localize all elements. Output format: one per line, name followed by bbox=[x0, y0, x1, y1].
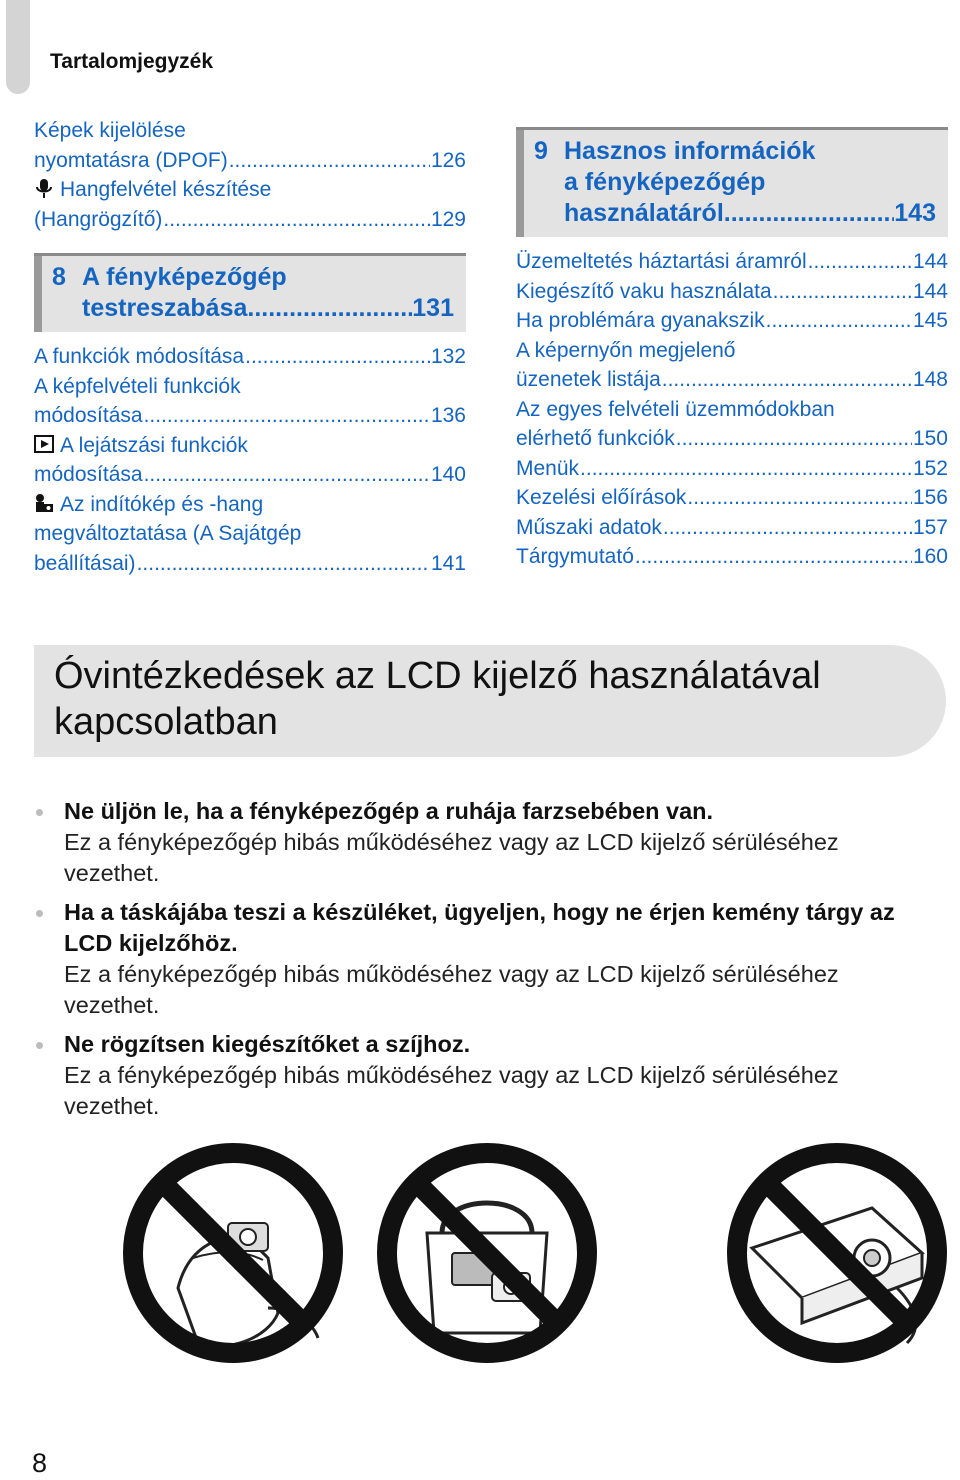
toc-entry-line bbox=[516, 424, 948, 454]
warning-title: Óvintézkedések az LCD kijelző használatával kapcsolatban bbox=[54, 655, 821, 743]
warning-section-header bbox=[34, 645, 946, 757]
dot-leader bbox=[773, 277, 912, 307]
toc-entry-text: Hangfelvétel készítése bbox=[60, 178, 272, 201]
toc-entry-text: Menük bbox=[516, 456, 580, 480]
toc-entry-line bbox=[34, 205, 466, 235]
bullet-dot-icon bbox=[36, 910, 43, 917]
dot-leader bbox=[580, 454, 912, 484]
warning-bullet-text: Ez a fényképezőgép hibás működéséhez vagy az LCD kijelző sérüléséhez vezethet. bbox=[64, 1062, 839, 1119]
warning-bullet-heading: Ne üljön le, ha a fényképezőgép a ruhája farzsebében van. bbox=[64, 798, 714, 824]
toc-entry[interactable] bbox=[516, 395, 948, 454]
my-camera-icon bbox=[34, 490, 60, 520]
dot-leader bbox=[144, 460, 430, 490]
page-number: 8 bbox=[32, 1448, 48, 1478]
page-header-title: Tartalomjegyzék bbox=[50, 50, 214, 73]
toc-page-number: 152 bbox=[912, 456, 948, 480]
dot-leader bbox=[635, 542, 912, 572]
dot-leader bbox=[808, 247, 912, 277]
toc-entry[interactable] bbox=[516, 542, 948, 572]
toc-entry-text: Műszaki adatok bbox=[516, 515, 662, 539]
toc-entry-line bbox=[34, 146, 466, 176]
no-bag-icon bbox=[372, 1138, 602, 1368]
toc-entry-line bbox=[34, 519, 466, 549]
toc-entry-text: módosítása bbox=[34, 404, 143, 427]
toc-entry-line bbox=[516, 395, 948, 425]
toc-entry-text: Kiegészítő vaku használata bbox=[516, 279, 772, 303]
dot-leader bbox=[229, 146, 430, 176]
toc-entry-text: Üzemeltetés háztartási áramról bbox=[516, 250, 807, 273]
toc-entry[interactable] bbox=[34, 372, 466, 431]
toc-entry-line bbox=[34, 401, 466, 431]
toc-entry-line bbox=[34, 490, 466, 520]
toc-right-column bbox=[516, 130, 948, 572]
toc-page-number: 140 bbox=[430, 463, 466, 486]
toc-entry-line bbox=[34, 175, 466, 205]
dot-leader bbox=[245, 342, 430, 372]
toc-page-number: 132 bbox=[430, 345, 466, 368]
toc-entry-text: A képernyőn megjelenő bbox=[516, 338, 736, 362]
toc-entry-line bbox=[516, 542, 948, 572]
toc-entry[interactable] bbox=[516, 513, 948, 543]
toc-entry[interactable] bbox=[516, 306, 948, 336]
toc-entry[interactable] bbox=[516, 247, 948, 277]
playback-icon bbox=[34, 431, 60, 461]
dot-leader bbox=[766, 306, 912, 336]
toc-entry-text: (Hangrögzítő) bbox=[34, 207, 163, 231]
toc-entry[interactable] bbox=[34, 116, 466, 175]
toc-entry-text: beállításai) bbox=[34, 551, 136, 575]
toc-entry-text: Tárgymutató bbox=[516, 545, 634, 568]
no-strap-accessory-icon bbox=[722, 1138, 952, 1368]
dot-leader bbox=[163, 205, 430, 235]
dot-leader bbox=[676, 424, 912, 454]
bullet-dot-icon bbox=[36, 1042, 43, 1049]
warning-bullet-heading: Ha a táskájába teszi a készüléket, ügyeljen, hogy ne érjen kemény tárgy az LCD kijelzőhöz. bbox=[64, 899, 895, 956]
toc-entry[interactable] bbox=[34, 490, 466, 579]
toc-page-number: 129 bbox=[430, 207, 466, 231]
toc-page-number: 136 bbox=[430, 404, 466, 427]
toc-entry-line bbox=[516, 513, 948, 543]
warning-bullet bbox=[34, 796, 914, 889]
microphone-icon bbox=[34, 175, 60, 205]
toc-entry-line bbox=[516, 247, 948, 277]
toc-entry-text: Ha problémára gyanakszik bbox=[516, 309, 765, 332]
toc-entry-text: Az indítókép és -hang bbox=[60, 492, 264, 516]
toc-page-number: 145 bbox=[912, 309, 948, 332]
toc-entry-line bbox=[516, 365, 948, 395]
toc-entry-line bbox=[34, 460, 466, 490]
toc-entry-text: módosítása bbox=[34, 463, 143, 486]
dot-leader bbox=[144, 401, 430, 431]
toc-entry[interactable] bbox=[34, 175, 466, 234]
bullet-dot-icon bbox=[36, 809, 43, 816]
dot-leader bbox=[137, 549, 430, 579]
warning-bullet-text: Ez a fényképezőgép hibás működéséhez vagy az LCD kijelző sérüléséhez vezethet. bbox=[64, 829, 839, 886]
toc-page-number: 144 bbox=[912, 279, 948, 303]
toc-entry-text: megváltoztatása (A Sajátgép bbox=[34, 522, 302, 545]
toc-entry[interactable] bbox=[516, 277, 948, 307]
toc-entry-line bbox=[34, 342, 466, 372]
toc-page-number: 156 bbox=[912, 486, 948, 509]
toc-page-number: 148 bbox=[912, 368, 948, 391]
toc-entry[interactable] bbox=[516, 483, 948, 513]
toc-page-number: 157 bbox=[912, 515, 948, 539]
toc-entry-line bbox=[516, 277, 948, 307]
no-back-pocket-icon bbox=[118, 1138, 348, 1368]
toc-entry-text: A képfelvételi funkciók bbox=[34, 374, 241, 398]
toc-page-number: 160 bbox=[912, 545, 948, 568]
toc-entry-line bbox=[516, 483, 948, 513]
dot-leader bbox=[662, 365, 912, 395]
warning-bullets bbox=[34, 796, 914, 1130]
toc-entry-line bbox=[34, 549, 466, 579]
toc-page-number: 126 bbox=[430, 148, 466, 172]
toc-entry-line bbox=[516, 454, 948, 484]
warning-bullet-text: Ez a fényképezőgép hibás működéséhez vagy az LCD kijelző sérüléséhez vezethet. bbox=[64, 961, 839, 1018]
toc-entry[interactable] bbox=[34, 431, 466, 490]
toc-entry-text: üzenetek listája bbox=[516, 368, 661, 391]
toc-entry-line bbox=[516, 306, 948, 336]
toc-entry[interactable] bbox=[34, 342, 466, 372]
toc-entry-text: A funkciók módosítása bbox=[34, 345, 245, 368]
chapter-9-heading[interactable]: 9 Hasznos információk a fényképezőgép használatáról ..... 143 bbox=[516, 130, 948, 237]
toc-entry[interactable] bbox=[516, 336, 948, 395]
warning-bullet-heading: Ne rögzítsen kiegészítőket a szíjhoz. bbox=[64, 1031, 471, 1057]
toc-left-column bbox=[34, 116, 466, 578]
warning-bullet bbox=[34, 897, 914, 1021]
toc-page-number: 150 bbox=[912, 427, 948, 450]
toc-page-number: 141 bbox=[430, 551, 466, 575]
toc-entry-text: Az egyes felvételi üzemmódokban bbox=[516, 397, 835, 421]
page-edge-tab bbox=[6, 0, 30, 94]
toc-entry-text: A lejátszási funkciók bbox=[60, 433, 248, 457]
toc-entry-line bbox=[34, 116, 466, 146]
warning-bullet bbox=[34, 1029, 914, 1122]
toc-entry-line bbox=[34, 431, 466, 461]
toc-entry[interactable] bbox=[516, 454, 948, 484]
chapter-8-heading[interactable]: 8 A fényképezőgép testreszabása ..... 131 bbox=[34, 256, 466, 332]
dot-leader bbox=[687, 483, 912, 513]
toc-entry-text: nyomtatásra (DPOF) bbox=[34, 148, 228, 172]
toc-entry-text: Kezelési előírások bbox=[516, 486, 687, 509]
toc-entry-text: elérhető funkciók bbox=[516, 427, 675, 450]
dot-leader bbox=[663, 513, 912, 543]
toc-page-number: 144 bbox=[912, 250, 948, 273]
toc-entry-line bbox=[516, 336, 948, 366]
toc-entry-text: Képek kijelölése bbox=[34, 119, 186, 142]
toc-entry-line bbox=[34, 372, 466, 402]
